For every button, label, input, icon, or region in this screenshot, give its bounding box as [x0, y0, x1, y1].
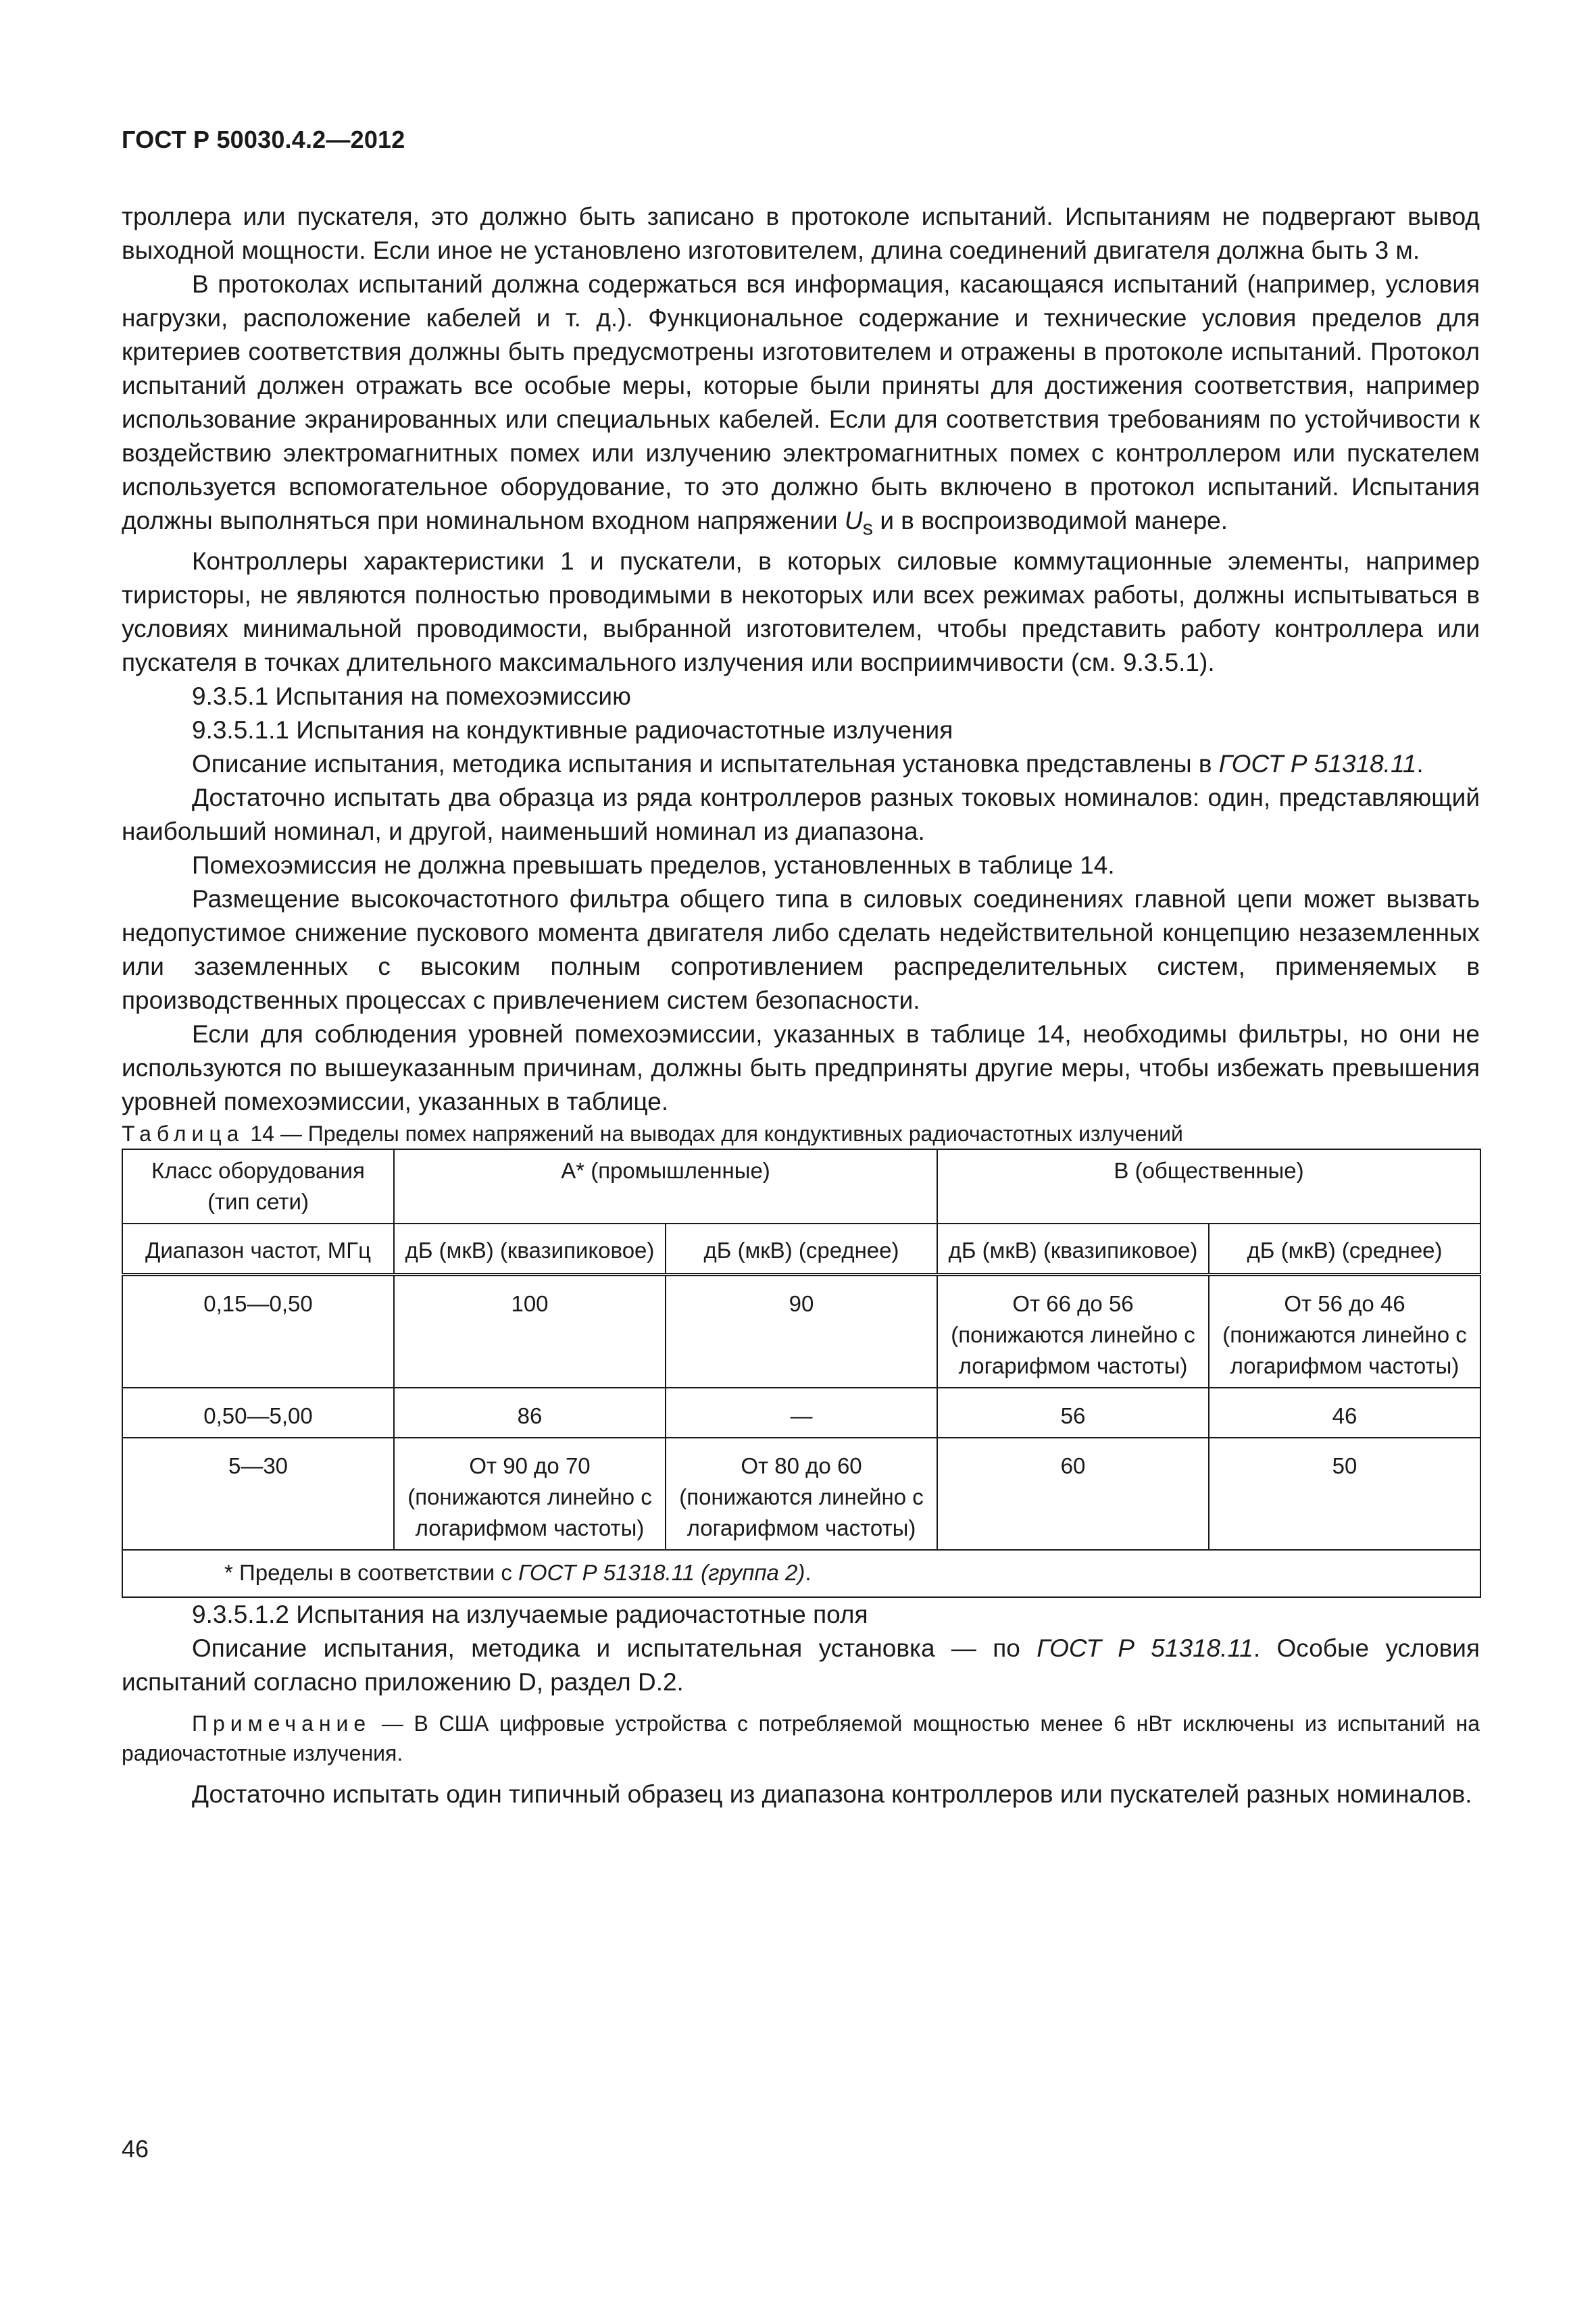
table-cell: 5—30 — [122, 1438, 394, 1550]
table-cell: 56 — [937, 1388, 1209, 1438]
table-cell: — — [666, 1388, 937, 1438]
header-average: дБ (мкВ) (среднее) — [666, 1224, 937, 1275]
header-class-b: B (общественные) — [937, 1149, 1480, 1224]
table-cell: 50 — [1209, 1438, 1480, 1550]
section-heading-radiated: 9.3.5.1.2 Испытания на излучаемые радиочастотные поля — [192, 1601, 868, 1629]
paragraph-test-description — [122, 747, 1480, 781]
note-word: Примечание — [192, 1711, 372, 1736]
table-cell: 0,15—0,50 — [122, 1275, 394, 1388]
paragraph-text: . Особые условия испытаний согласно приложению D, раздел D.2. — [122, 1634, 1480, 1696]
table-cell: 86 — [394, 1388, 666, 1438]
header-quasi-peak: дБ (мкВ) (квазипиковое) — [394, 1224, 666, 1275]
table-cell: От 56 до 46 (понижаются линейно с логарифмом частоты) — [1209, 1275, 1480, 1388]
header-quasi-peak: дБ (мкВ) (квазипиковое) — [937, 1224, 1209, 1275]
paragraph-limits: Помехоэмиссия не должна превышать пределов, установленных в таблице 14. — [192, 851, 1115, 880]
header-frequency-range: Диапазон частот, МГц — [122, 1224, 394, 1275]
document-header: ГОСТ Р 50030.4.2—2012 — [122, 126, 405, 153]
footnote-prefix: * Пределы в соответствии с — [224, 1560, 519, 1586]
table-subheader-row — [122, 1224, 1480, 1275]
paragraph-samples: Достаточно испытать два образца из ряда контроллеров разных токовых номиналов: один, представляющий наибольший номинал, и другой, наименьший номинал из диапазона. — [122, 784, 1480, 846]
paragraph-radiated-description — [122, 1632, 1480, 1699]
table-row — [122, 1388, 1480, 1438]
paragraph-text: В протоколах испытаний должна содержаться вся информация, касающаяся испытаний (например, условия нагрузки, расположение кабелей и т. д.). Функциональное содержание и технические условия пределов для критериев соответствия должны быть предусмотрены изготовителем и отражены в протоколе испытаний. Протокол испытаний должен отражать все особые меры, которые были приняты для достижения соответствия, например использование экранированных или специальных кабелей. Если для соответствия требованиям по устойчивости к воздействию электромагнитных помех или излучению электромагнитных помех с контроллером или пускателем используется вспомогательное оборудование, то это должно быть включено в протокол испытаний. Испытания должны выполняться при номинальном входном напряжении — [122, 270, 1480, 534]
voltage-subscript: s — [862, 515, 874, 540]
footnote-reference: ГОСТ Р 51318.11 (группа 2) — [518, 1560, 805, 1586]
paragraph-controllers: Контроллеры характеристики 1 и пускатели, в которых силовые коммутационные элементы, например тиристоры, не являются полностью проводимыми в некоторых или всех режимах работы, должны испытываться в условиях минимальной проводимости, выбранной изготовителем, чтобы представить работу контроллера или пускателя в точках длительного максимального излучения или восприимчивости (см. 9.3.5.1). — [122, 547, 1480, 677]
paragraph-continuation: троллера или пускателя, это должно быть записано в протоколе испытаний. Испытаниям не подвергают вывод выходной мощности. Если иное не установлено изготовителем, длина соединений двигателя должна быть 3 м. — [122, 203, 1480, 264]
sentence-end: . — [1416, 750, 1424, 778]
table-footnote-row — [122, 1550, 1480, 1597]
paragraph-text: Описание испытания, методика испытания и испытательная установка представлены в — [192, 750, 1212, 778]
paragraph-text: Описание испытания, методика и испытательная установка — по — [192, 1634, 1037, 1663]
paragraph-final: Достаточно испытать один типичный образец из диапазона контроллеров или пускателей разных номиналов. — [192, 1780, 1472, 1809]
table-caption-word: Таблица — [122, 1122, 245, 1147]
table-row — [122, 1275, 1480, 1388]
paragraph-test-reports — [122, 268, 1480, 545]
body-text — [122, 200, 1480, 1811]
header-average: дБ (мкВ) (среднее) — [1209, 1224, 1480, 1275]
table-caption — [122, 1119, 1480, 1149]
voltage-symbol: U — [844, 507, 863, 534]
note-text: — В США цифровые устройства с потребляемой мощностью менее 6 нВт исключены из испытаний на радиочастотные излучения. — [122, 1711, 1480, 1766]
table-footnote — [122, 1550, 1480, 1597]
table-cell: 90 — [666, 1275, 937, 1388]
table-cell: От 80 до 60 (понижаются линейно с логарифмом частоты) — [666, 1438, 937, 1550]
table-row — [122, 1438, 1480, 1550]
footnote-end: . — [805, 1560, 812, 1586]
section-heading-emission: 9.3.5.1 Испытания на помехоэмиссию — [192, 682, 631, 711]
header-class-a: A* (промышленные) — [394, 1149, 937, 1224]
standard-reference: ГОСТ Р 51318.11 — [1218, 750, 1417, 778]
limits-table — [122, 1149, 1481, 1598]
paragraph-other-measures: Если для соблюдения уровней помехоэмиссии, указанных в таблице 14, необходимы фильтры, но они не используются по вышеуказанным причинам, должны быть предприняты другие меры, чтобы избежать превышения уровней помехоэмиссии, указанных в таблице. — [122, 1020, 1480, 1116]
table-cell: 0,50—5,00 — [122, 1388, 394, 1438]
header-equipment-class: Класс оборудования (тип сети) — [122, 1149, 394, 1224]
table-header-row — [122, 1149, 1480, 1224]
table-cell: От 66 до 56 (понижаются линейно с логарифмом частоты) — [937, 1275, 1209, 1388]
table-cell: 46 — [1209, 1388, 1480, 1438]
voltage-tail: и в воспроизводимой манере. — [873, 507, 1228, 534]
table-cell: 60 — [937, 1438, 1209, 1550]
table-cell: 100 — [394, 1275, 666, 1388]
table-cell: От 90 до 70 (понижаются линейно с логарифмом частоты) — [394, 1438, 666, 1550]
table-caption-text: 14 — Пределы помех напряжений на выводах для кондуктивных радиочастотных излучений — [244, 1122, 1183, 1147]
note — [122, 1709, 1480, 1768]
standard-reference: ГОСТ Р 51318.11 — [1037, 1634, 1253, 1663]
paragraph-filter: Размещение высокочастотного фильтра общего типа в силовых соединениях главной цепи может вызвать недопустимое снижение пускового момента двигателя либо сделать недействительной концепцию незаземленных или заземленных с высоким полным сопротивлением распределительных систем, применяемых в производственных процессах с привлечением систем безопасности. — [122, 885, 1480, 1015]
page-number: 46 — [122, 2135, 149, 2163]
section-heading-conducted: 9.3.5.1.1 Испытания на кондуктивные радиочастотные излучения — [192, 716, 953, 745]
